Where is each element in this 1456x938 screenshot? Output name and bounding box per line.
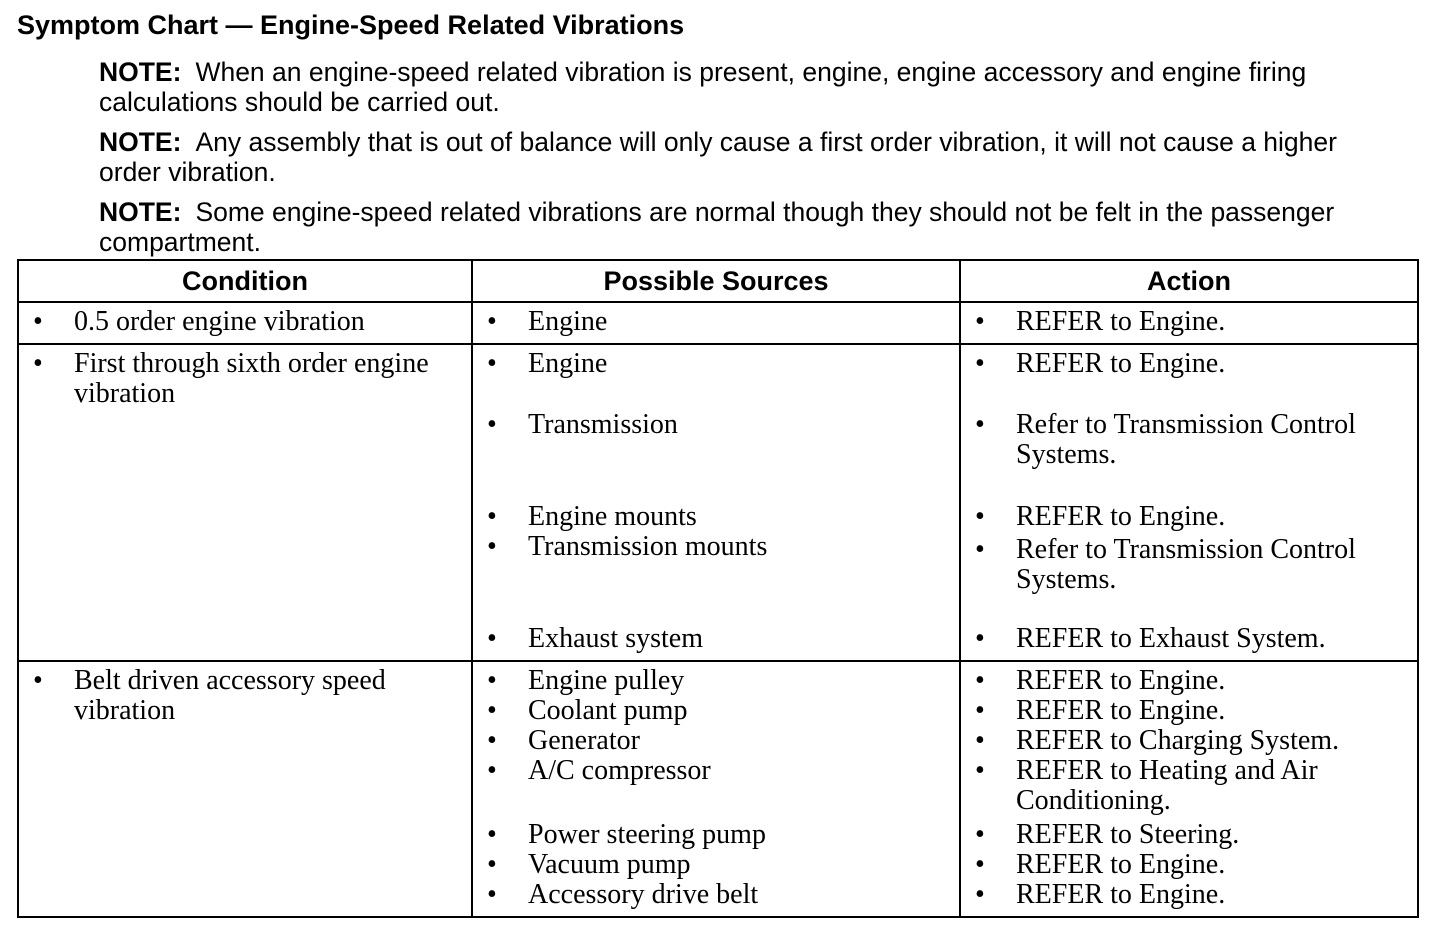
- bullet: •: [975, 725, 985, 756]
- condition-cell: [18, 661, 472, 917]
- source-text: Power steering pump: [528, 819, 766, 850]
- action-text: REFER to Engine.: [1016, 348, 1226, 379]
- list-item: [483, 666, 949, 696]
- source-text: Transmission: [528, 409, 678, 440]
- action-text: REFER to Steering.: [1016, 819, 1240, 850]
- bullet: •: [487, 849, 497, 880]
- bullet: •: [487, 819, 497, 850]
- action-text: REFER to Engine.: [1016, 849, 1226, 880]
- list-item: [483, 502, 949, 532]
- list-item: [29, 666, 461, 726]
- action-text: REFER to Heating and Air Conditioning.: [1016, 755, 1318, 816]
- bullet: •: [33, 306, 43, 337]
- source-text: Exhaust system: [528, 623, 703, 654]
- bullet: •: [33, 348, 43, 379]
- list-item: [483, 410, 949, 502]
- sources-cell: [472, 344, 960, 661]
- bullet: •: [975, 501, 985, 532]
- condition-cell: [18, 344, 472, 661]
- symptom-chart-table: [17, 259, 1419, 918]
- note-text: Some engine-speed related vibrations are normal though they should not be felt in the passenger compartment.: [99, 197, 1335, 257]
- source-text: Coolant pump: [528, 695, 688, 726]
- list-item: [971, 502, 1407, 535]
- source-text: Transmission mounts: [528, 531, 768, 562]
- note-label: NOTE:: [99, 197, 182, 227]
- condition-cell: [18, 302, 472, 344]
- source-text: A/C compressor: [528, 755, 711, 786]
- list-item: [29, 349, 461, 409]
- note-text: Any assembly that is out of balance will only cause a first order vibration, it will not cause a higher order vibration.: [99, 127, 1337, 187]
- source-text: Generator: [528, 725, 640, 756]
- source-text: Engine: [528, 348, 608, 379]
- note: [99, 127, 1339, 187]
- bullet: •: [975, 879, 985, 910]
- actions-cell: [960, 344, 1418, 661]
- bullet: •: [975, 409, 985, 440]
- actions-cell: [960, 302, 1418, 344]
- action-text: REFER to Engine.: [1016, 695, 1226, 726]
- note-label: NOTE:: [99, 127, 182, 157]
- table-header-row: [18, 260, 1418, 302]
- bullet: •: [487, 501, 497, 532]
- table-row: [18, 344, 1418, 661]
- column-header-possible-sources: Possible Sources: [472, 260, 960, 302]
- list-item: [483, 307, 949, 337]
- list-item: [971, 696, 1407, 726]
- note: [99, 57, 1339, 117]
- bullet: •: [975, 623, 985, 654]
- bullet: •: [975, 348, 985, 379]
- list-item: [29, 307, 461, 337]
- note-label: NOTE:: [99, 57, 182, 87]
- bullet: •: [975, 306, 985, 337]
- list-item: [971, 349, 1407, 410]
- column-header-action: Action: [960, 260, 1418, 302]
- condition-text: 0.5 order engine vibration: [74, 306, 365, 337]
- bullet: •: [487, 665, 497, 696]
- list-item: [971, 880, 1407, 910]
- action-text: REFER to Engine.: [1016, 879, 1226, 910]
- list-item: [483, 820, 949, 850]
- action-text: Refer to Transmission Control Systems.: [1016, 534, 1356, 595]
- column-header-condition: Condition: [18, 260, 472, 302]
- sources-cell: [472, 302, 960, 344]
- list-item: [483, 850, 949, 880]
- list-item: [971, 726, 1407, 756]
- action-text: REFER to Charging System.: [1016, 725, 1340, 756]
- bullet: •: [487, 879, 497, 910]
- table-row: [18, 661, 1418, 917]
- bullet: •: [487, 531, 497, 562]
- list-item: [483, 349, 949, 410]
- bullet: •: [975, 534, 985, 565]
- bullet: •: [975, 695, 985, 726]
- list-item: [483, 696, 949, 726]
- list-item: [971, 410, 1407, 502]
- notes-section: [99, 57, 1339, 267]
- list-item: [971, 756, 1407, 820]
- condition-text: Belt driven accessory speed vibration: [74, 665, 386, 726]
- list-item: [483, 624, 949, 654]
- list-item: [971, 307, 1407, 337]
- actions-cell: [960, 661, 1418, 917]
- action-text: REFER to Engine.: [1016, 306, 1226, 337]
- bullet: •: [487, 409, 497, 440]
- bullet: •: [975, 819, 985, 850]
- list-item: [483, 756, 949, 820]
- note: [99, 197, 1339, 257]
- note-text: When an engine-speed related vibration is present, engine, engine accessory and engine firing calculations should be carried out.: [99, 57, 1307, 117]
- source-text: Engine mounts: [528, 501, 697, 532]
- bullet: •: [487, 695, 497, 726]
- list-item: [971, 820, 1407, 850]
- bullet: •: [487, 725, 497, 756]
- action-text: Refer to Transmission Control Systems.: [1016, 409, 1356, 470]
- list-item: [483, 726, 949, 756]
- action-text: REFER to Exhaust System.: [1016, 623, 1326, 654]
- list-item: [971, 850, 1407, 880]
- list-item: [971, 624, 1407, 654]
- source-text: Vacuum pump: [528, 849, 691, 880]
- bullet: •: [487, 755, 497, 786]
- list-item: [971, 666, 1407, 696]
- source-text: Engine: [528, 306, 608, 337]
- bullet: •: [487, 306, 497, 337]
- bullet: •: [975, 755, 985, 786]
- list-item: [483, 532, 949, 624]
- source-text: Accessory drive belt: [528, 879, 759, 910]
- table-row: [18, 302, 1418, 344]
- page-title: Symptom Chart — Engine-Speed Related Vibrations: [17, 10, 685, 40]
- bullet: •: [975, 849, 985, 880]
- condition-text: First through sixth order engine vibration: [74, 348, 429, 409]
- source-text: Engine pulley: [528, 665, 685, 696]
- bullet: •: [33, 665, 43, 696]
- bullet: •: [975, 665, 985, 696]
- sources-cell: [472, 661, 960, 917]
- list-item: [483, 880, 949, 910]
- action-text: REFER to Engine.: [1016, 501, 1226, 532]
- list-item: [971, 535, 1407, 624]
- action-text: REFER to Engine.: [1016, 665, 1226, 696]
- bullet: •: [487, 623, 497, 654]
- bullet: •: [487, 348, 497, 379]
